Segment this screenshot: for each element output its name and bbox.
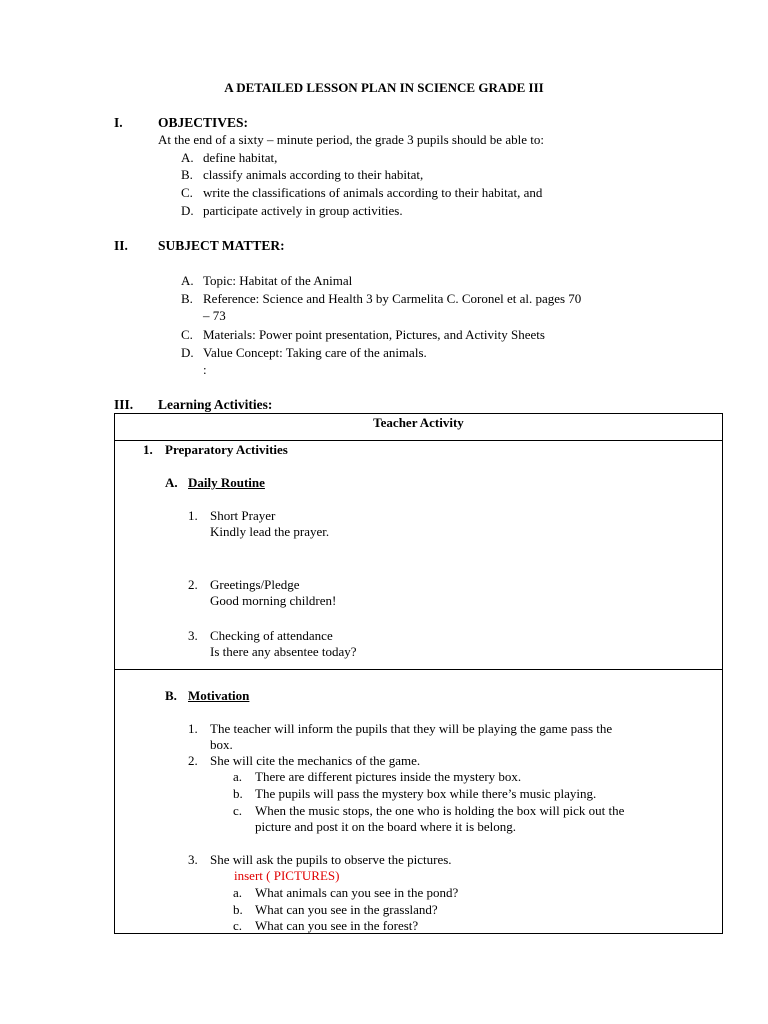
objective-text: participate actively in group activities. xyxy=(203,203,403,218)
section-heading-learning-activities: Learning Activities: xyxy=(158,397,273,412)
table-row-divider xyxy=(115,440,722,441)
subject-text: Materials: Power point presentation, Pictures, and Activity Sheets xyxy=(203,327,545,342)
subject-text: Topic: Habitat of the Animal xyxy=(203,273,353,288)
motivation-text: She will ask the pupils to observe the pictures. xyxy=(210,852,452,867)
question-letter: b. xyxy=(233,902,243,917)
routine-number: 1. xyxy=(188,508,198,523)
subject-letter: B. xyxy=(181,291,193,306)
motivation-heading: Motivation xyxy=(188,688,250,703)
question-letter: a. xyxy=(233,885,243,900)
routine-number: 2. xyxy=(188,577,198,592)
motivation-letter: B. xyxy=(165,688,177,703)
subject-letter: A. xyxy=(181,273,194,288)
table-header-teacher-activity: Teacher Activity xyxy=(373,415,464,430)
section-number-objectives: I. xyxy=(114,115,123,130)
routine-line: Is there any absentee today? xyxy=(210,644,357,659)
section-number-learning-activities: III. xyxy=(114,397,134,412)
objective-letter: A. xyxy=(181,150,194,165)
objective-text: write the classifications of animals according to their habitat, and xyxy=(203,185,543,200)
motivation-number: 3. xyxy=(188,852,198,867)
routine-title: Checking of attendance xyxy=(210,628,333,643)
routine-number: 3. xyxy=(188,628,198,643)
objective-letter: B. xyxy=(181,167,193,182)
objectives-intro: At the end of a sixty – minute period, the grade 3 pupils should be able to: xyxy=(158,132,544,147)
motivation-number: 2. xyxy=(188,753,198,768)
objective-text: classify animals according to their habitat, xyxy=(203,167,424,182)
objective-letter: C. xyxy=(181,185,193,200)
mechanic-text: When the music stops, the one who is holding the box will pick out the xyxy=(255,803,625,818)
mechanic-letter: b. xyxy=(233,786,243,801)
question-letter: c. xyxy=(233,918,243,933)
subject-text: Value Concept: Taking care of the animals. xyxy=(203,345,427,360)
section-heading-objectives: OBJECTIVES: xyxy=(158,115,249,130)
routine-title: Short Prayer xyxy=(210,508,276,523)
routine-line: Good morning children! xyxy=(210,593,337,608)
routine-line: Kindly lead the prayer. xyxy=(210,524,330,539)
mechanic-text: There are different pictures inside the mystery box. xyxy=(255,769,522,784)
subject-text-continued: – 73 xyxy=(203,308,226,323)
question-text: What can you see in the forest? xyxy=(255,918,419,933)
page-title: A DETAILED LESSON PLAN IN SCIENCE GRADE III xyxy=(224,80,544,95)
subject-letter: D. xyxy=(181,345,194,360)
section-heading-subject-matter: SUBJECT MATTER: xyxy=(158,238,285,253)
mechanic-text: The pupils will pass the mystery box while there’s music playing. xyxy=(255,786,597,801)
mechanic-text-continued: picture and post it on the board where it is belong. xyxy=(255,819,517,834)
mechanic-letter: a. xyxy=(233,769,243,784)
objective-text: define habitat, xyxy=(203,150,278,165)
objective-letter: D. xyxy=(181,203,194,218)
routine-title: Greetings/Pledge xyxy=(210,577,300,592)
subject-letter: C. xyxy=(181,327,193,342)
table-row-divider xyxy=(115,669,722,670)
motivation-number: 1. xyxy=(188,721,198,736)
question-text: What can you see in the grassland? xyxy=(255,902,438,917)
motivation-text: She will cite the mechanics of the game. xyxy=(210,753,421,768)
subject-text: Reference: Science and Health 3 by Carmelita C. Coronel et al. pages 70 xyxy=(203,291,582,306)
prep-number: 1. xyxy=(143,442,153,457)
routine-letter: A. xyxy=(165,475,178,490)
mechanic-letter: c. xyxy=(233,803,243,818)
motivation-text-continued: box. xyxy=(210,737,233,752)
insert-pictures-note: insert ( PICTURES) xyxy=(234,868,340,883)
motivation-text: The teacher will inform the pupils that they will be playing the game pass the xyxy=(210,721,613,736)
prep-heading: Preparatory Activities xyxy=(165,442,288,457)
routine-heading: Daily Routine xyxy=(188,475,265,490)
section-number-subject-matter: II. xyxy=(114,238,128,253)
subject-text-continued: : xyxy=(203,362,207,377)
question-text: What animals can you see in the pond? xyxy=(255,885,459,900)
